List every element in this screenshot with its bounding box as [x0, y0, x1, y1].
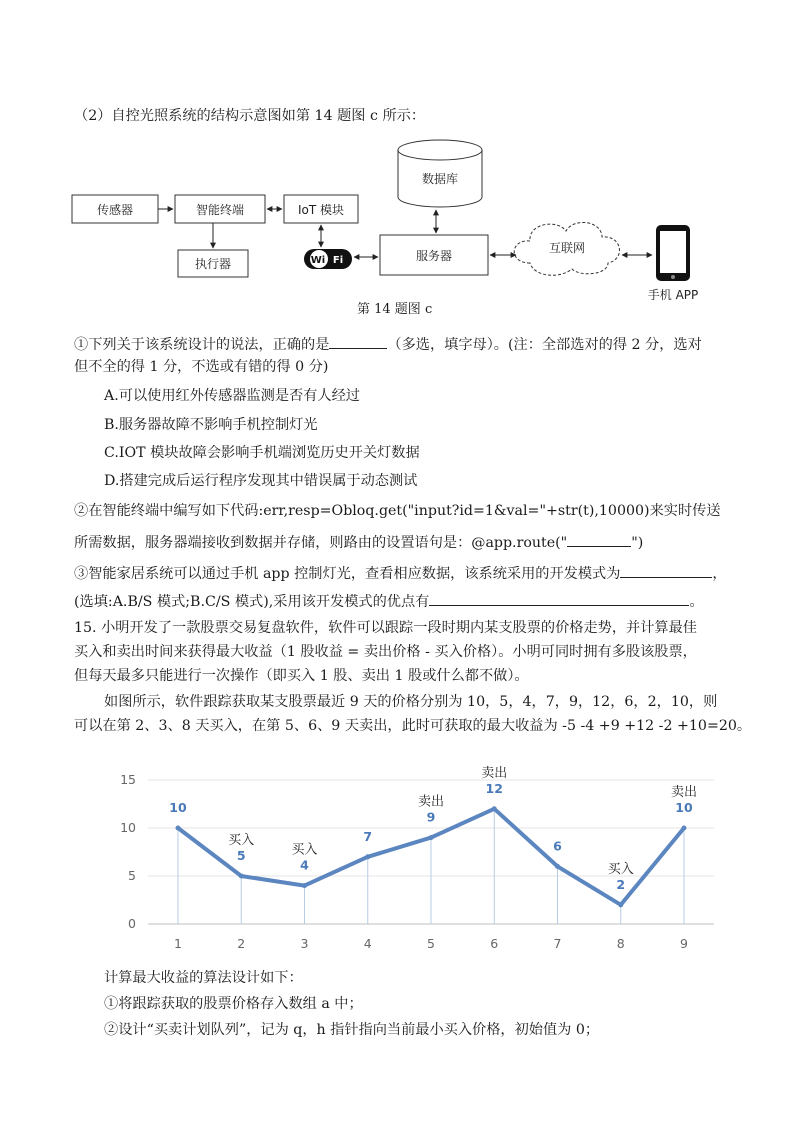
- y-tick-label: 10: [120, 820, 136, 835]
- phone-icon: [648, 225, 699, 302]
- svg-text:互联网: 互联网: [548, 241, 586, 255]
- data-label: 7: [363, 828, 373, 844]
- internet-cloud: [514, 222, 619, 275]
- data-label: 2: [616, 876, 626, 892]
- x-tick-label: 2: [237, 936, 246, 951]
- p15-line4: 如图所示，软件跟踪获取某支股票最近 9 天的价格分别为 10，5，4，7，9，12，6，2，10，则: [104, 694, 718, 710]
- q2-line2: 所需数据，服务器端接收到数据并存储，则路由的设置语句是：@app.route(" "): [74, 531, 643, 553]
- smart-terminal-box: [175, 195, 265, 223]
- svg-text:Wi: Wi: [310, 255, 326, 266]
- database-cylinder: [398, 140, 482, 207]
- algo-title: 计算最大收益的算法设计如下：: [104, 970, 303, 986]
- data-label: 4: [300, 857, 309, 873]
- svg-text:执行器: 执行器: [194, 257, 232, 271]
- q3-line1: ③智能家居系统可以通过手机 app 控制灯光，查看相应数据，该系统采用的开发模式为 ，: [74, 562, 727, 584]
- data-label: 9: [426, 809, 436, 825]
- trade-annotation: 买入: [607, 861, 634, 877]
- q3-line2: (选填:A.B/S 模式;B.C/S 模式),采用该开发模式的优点有 。: [74, 590, 704, 612]
- svg-text:服务器: 服务器: [415, 249, 453, 263]
- x-tick-label: 5: [427, 936, 435, 951]
- q1-option-d: D.搭建完成后运行程序发现其中错误属于动态测试: [104, 473, 418, 489]
- svg-text:Fi: Fi: [332, 255, 344, 266]
- data-label: 10: [169, 800, 187, 815]
- x-tick-label: 4: [363, 936, 372, 951]
- part2-intro: （2）自控光照系统的结构示意图如第 14 题图 c 所示：: [74, 108, 426, 124]
- wifi-logo: [304, 249, 352, 269]
- trade-annotation: 卖出: [670, 785, 698, 800]
- q1-stem-cont: 但不全的得 1 分，不选或有错的得 0 分): [74, 359, 329, 375]
- trade-annotation: 卖出: [481, 765, 508, 781]
- q3-mode-blank: [620, 562, 712, 578]
- algo-step2: ②设计“买卖计划队列”，记为 q，h 指针指向当前最小买入价格，初始值为 0；: [104, 1022, 600, 1038]
- trade-annotation: 买入: [291, 842, 318, 858]
- q1-option-c: C.IOT 模块故障会影响手机端浏览历史开关灯数据: [104, 445, 420, 461]
- svg-text:数据库: 数据库: [421, 172, 459, 186]
- data-point: [682, 826, 687, 831]
- q1-option-a: A.可以使用红外传感器监测是否有人经过: [104, 388, 360, 404]
- diagram-caption: 第 14 题图 c: [357, 302, 433, 317]
- actuator-box: [178, 250, 248, 277]
- q2-route-blank: [567, 531, 631, 547]
- x-tick-label: 3: [300, 936, 309, 951]
- y-tick-label: 5: [128, 868, 136, 883]
- data-point: [555, 864, 560, 869]
- y-tick-label: 15: [120, 772, 136, 787]
- trade-annotation: 卖出: [417, 794, 445, 810]
- svg-text:传感器: 传感器: [96, 203, 134, 217]
- svg-text:智能终端: 智能终端: [195, 203, 245, 217]
- data-point: [302, 883, 307, 888]
- server-box: [380, 235, 488, 275]
- price-series-line: [178, 809, 684, 905]
- data-point: [618, 902, 623, 907]
- data-point: [429, 835, 434, 840]
- data-point: [492, 806, 497, 811]
- x-tick-label: 6: [490, 936, 499, 951]
- data-point: [176, 826, 181, 831]
- p15-line2: 买入和卖出时间来获得最大收益（1 股收益 = 卖出价格 - 买入价格）。小明可同时拥有多股该股票，: [74, 644, 697, 660]
- y-tick-label: 0: [128, 916, 136, 931]
- q1-answer-blank: [329, 333, 387, 349]
- data-point: [365, 854, 370, 859]
- q2-line1: ②在智能终端中编写如下代码:err,resp=Obloq.get("input?id=1&val="+str(t),10000)来实时传送: [74, 503, 721, 519]
- x-tick-label: 8: [616, 936, 625, 951]
- system-structure-diagram: [60, 135, 740, 310]
- q1-stem: ①下列关于该系统设计的说法，正确的是 （多选，填字母）。(注：全部选对的得 2 分，选对: [74, 333, 702, 355]
- x-tick-label: 9: [680, 936, 688, 951]
- svg-text:IoT 模块: IoT 模块: [297, 203, 345, 217]
- algo-step1: ①将跟踪获取的股票价格存入数组 a 中；: [104, 996, 363, 1012]
- trade-annotation: 买入: [228, 833, 255, 848]
- data-point: [239, 874, 244, 879]
- p15-line3: 但每天最多只能进行一次操作（即买入 1 股、卖出 1 股或什么都不做）。: [74, 668, 529, 684]
- iot-module-box: [284, 195, 358, 223]
- svg-text:手机 APP: 手机 APP: [647, 288, 699, 302]
- data-label: 6: [553, 838, 562, 854]
- data-label: 12: [485, 780, 503, 796]
- data-label: 5: [236, 848, 246, 863]
- q1-option-b: B.服务器故障不影响手机控制灯光: [104, 417, 318, 433]
- p15-line5: 可以在第 2、3、8 天买入，在第 5、6、9 天卖出，此时可获取的最大收益为 -5 -4 +9 +12 -2 +10=20。: [74, 718, 752, 734]
- p15-line1: 15. 小明开发了一款股票交易复盘软件，软件可以跟踪一段时期内某支股票的价格走势，并计算最佳: [74, 620, 697, 636]
- data-label: 10: [675, 800, 693, 815]
- x-tick-label: 7: [553, 936, 562, 951]
- q3-advantage-blank: [429, 590, 689, 606]
- sensor-box: [72, 195, 158, 223]
- x-tick-label: 1: [174, 936, 182, 951]
